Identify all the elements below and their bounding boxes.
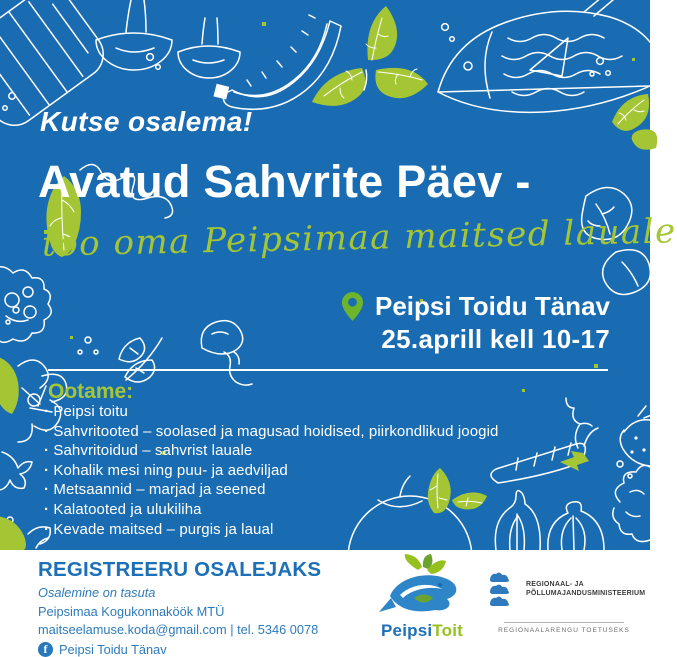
strawberry-icon: [620, 406, 654, 466]
facebook-row: [38, 642, 321, 657]
register-heading: REGISTREERU OSALEJAKS: [38, 558, 322, 581]
expect-list: [44, 402, 499, 539]
contact-line: maitseelamuse.koda@gmail.com | tel. 5346 0078: [38, 622, 319, 638]
leaf-sprig-icon: [119, 338, 162, 382]
corner-leaf-icon: [0, 516, 50, 550]
expect-heading: Ootame:: [48, 380, 134, 403]
ministry-name-line1: REGIONAAL- JA: [526, 580, 584, 588]
garlic-icon: [495, 491, 540, 550]
kicker: Kutse osalema!: [40, 106, 253, 137]
list-item: · Sahvritoidud – sahvrist lauale: [44, 441, 499, 461]
list-item: · Metsaannid – marjad ja seened: [44, 480, 499, 500]
location-block: [341, 291, 610, 355]
twig-icon: [0, 452, 32, 490]
list-item: · Kohalik mesi ning puu- ja aedviljad: [44, 461, 499, 481]
ministry-logo: [488, 570, 646, 634]
organizer-name: Peipsimaa Kogukonnaköök MTÜ: [38, 603, 225, 619]
peipsitoit-logo: [372, 554, 472, 641]
ministry-tagline: REGIONAALARENGU TOETUSEKS: [498, 627, 630, 634]
ministry-divider: [504, 622, 624, 623]
event-datetime: 25.aprill kell 10-17: [381, 324, 610, 355]
divider-line: [48, 369, 608, 371]
cauliflower-icon: [0, 267, 51, 343]
peipsitoit-wordmark: [372, 621, 472, 641]
fish-icon: [438, 0, 650, 112]
peipsitoit-fish-icon: [372, 554, 472, 620]
page-title: Avatud Sahvrite Päev -: [38, 156, 531, 207]
estonia-coat-of-arms-icon: [488, 570, 512, 608]
basil-right-icon: [612, 94, 657, 150]
subtitle-script: too oma Peipsimaa maitsed lauale: [41, 211, 677, 265]
venue-name: Peipsi Toidu Tänav: [374, 291, 610, 321]
peipsitoit-part2: Toit: [432, 621, 463, 640]
registration-block: [38, 558, 321, 657]
small-mushroom-icon: [201, 321, 252, 386]
list-item: · Peipsi toitu: [44, 402, 499, 422]
facebook-page-name: Peipsi Toidu Tänav: [59, 641, 167, 657]
list-item: · Kalatooted ja ulukiliha: [44, 500, 499, 520]
ministry-name-line2: PÕLLUMAJANDUSMINISTEERIUM: [526, 590, 646, 597]
carrot-icon: [491, 398, 598, 483]
peipsitoit-part1: Peipsi: [381, 621, 433, 640]
facebook-icon: f: [38, 642, 53, 657]
list-item: · Kevade maitsed – purgis ja laual: [44, 520, 499, 540]
location-pin-icon: [341, 291, 364, 322]
onion-icon: [548, 502, 604, 550]
footer: [0, 550, 650, 657]
free-note: Osalemine on tasuta: [38, 585, 156, 601]
list-item: · Sahvritooted – soolased ja magusad hoidised, piirkondlikud joogid: [44, 422, 499, 442]
mushroom-icons: [96, 0, 240, 78]
ministry-name: [526, 580, 645, 599]
